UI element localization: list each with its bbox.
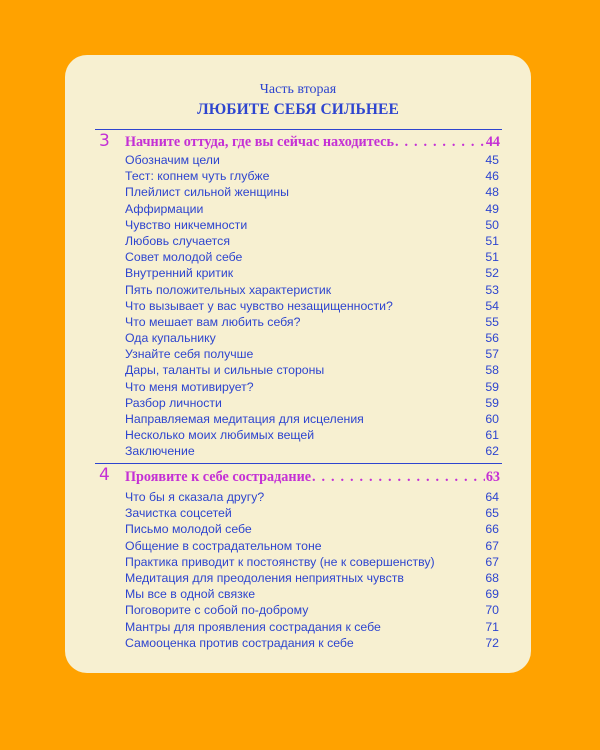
toc-entry-page: 71 (485, 619, 499, 634)
toc-entry-title: Что вызывает у вас чувство незащищенности? (125, 298, 393, 313)
toc-entry-title: Аффирмации (125, 201, 204, 216)
toc-entry-title: Ода купальнику (125, 331, 216, 346)
toc-entry[interactable] (125, 282, 499, 298)
toc-entry[interactable] (125, 201, 499, 217)
toc-entry-title: Практика приводит к постоянству (не к совершенству) (125, 554, 435, 569)
toc-entry-page: 48 (485, 185, 499, 200)
toc-entry[interactable] (125, 265, 499, 281)
toc-entry[interactable] (125, 362, 499, 378)
toc-entry-page: 52 (485, 266, 499, 281)
toc-entry-title: Мы все в одной связке (125, 587, 256, 602)
toc-entry-page: 70 (485, 603, 499, 618)
toc-entry-page: 59 (485, 395, 499, 410)
toc-entry-page: 56 (485, 331, 499, 346)
chapter-title: Проявите к себе сострадание (125, 469, 312, 485)
toc-entry[interactable] (125, 411, 499, 427)
toc-entry[interactable] (125, 427, 499, 443)
toc-entry-title: Внутренний критик (125, 266, 234, 281)
toc-entry[interactable] (125, 619, 499, 635)
toc-entry-title: Дары, таланты и сильные стороны (125, 363, 325, 378)
toc-entry-title: Плейлист сильной женщины (125, 185, 289, 200)
toc-entry[interactable] (125, 346, 499, 362)
chapter-entries-list (125, 152, 499, 460)
chapter-number: 4 (99, 465, 110, 485)
section-divider (95, 129, 502, 130)
part-label: Часть вторая (259, 82, 337, 97)
toc-entry-page: 64 (485, 490, 499, 504)
toc-entry-title: Что меня мотивирует? (125, 379, 254, 394)
toc-entry-page: 62 (485, 444, 499, 459)
toc-entry-title: Совет молодой себе (125, 250, 243, 265)
toc-entry-title: Самооценка против сострадания к себе (125, 635, 354, 650)
toc-entry[interactable] (125, 443, 499, 459)
leader-dots (395, 133, 485, 151)
toc-entry[interactable] (125, 233, 499, 249)
toc-entry[interactable] (125, 379, 499, 395)
chapter-heading[interactable] (125, 133, 500, 151)
toc-entry[interactable] (125, 249, 499, 265)
toc-entry[interactable] (125, 168, 499, 184)
toc-entry-page: 58 (485, 363, 499, 378)
toc-entry[interactable] (125, 395, 499, 411)
toc-entry-title: Медитация для преодоления неприятных чувств (125, 570, 404, 585)
toc-entry-title: Пять положительных характеристик (125, 282, 332, 297)
toc-entry[interactable] (125, 570, 499, 586)
toc-entry-page: 54 (485, 298, 499, 313)
toc-entry[interactable] (125, 314, 499, 330)
toc-entry-title: Разбор личности (125, 395, 222, 410)
toc-entry-title: Общение в сострадательном тоне (125, 538, 322, 553)
toc-entry-page: 72 (485, 635, 499, 650)
toc-entry-page: 67 (485, 538, 499, 553)
toc-entry[interactable] (125, 538, 499, 554)
chapter-entries-list (125, 489, 499, 651)
toc-entry-title: Мантры для проявления сострадания к себе (125, 619, 381, 634)
toc-entry[interactable] (125, 330, 499, 346)
chapter-number: 3 (99, 131, 110, 151)
toc-entry-title: Направляемая медитация для исцеления (125, 412, 364, 426)
chapter-page: 44 (485, 134, 500, 150)
toc-entry-page: 50 (485, 217, 499, 232)
chapter-heading[interactable] (125, 468, 500, 486)
toc-entry-page: 65 (485, 506, 499, 521)
toc-entry-title: Письмо молодой себе (125, 522, 252, 537)
toc-entry-page: 51 (485, 233, 499, 248)
toc-entry-title: Тест: копнем чуть глубже (125, 169, 270, 184)
toc-entry-page: 51 (485, 250, 499, 265)
toc-entry-title: Любовь случается (125, 233, 230, 248)
toc-entry-page: 46 (485, 169, 499, 184)
toc-entry-page: 57 (485, 347, 499, 362)
toc-entry-title: Несколько моих любимых вещей (125, 428, 315, 443)
toc-entry-page: 59 (485, 379, 499, 394)
toc-entry-page: 55 (485, 314, 499, 329)
part-title: ЛЮБИТЕ СЕБЯ СИЛЬНЕЕ (197, 101, 399, 118)
toc-entry[interactable] (125, 635, 499, 651)
toc-entry[interactable] (125, 554, 499, 570)
section-divider (95, 463, 502, 464)
toc-entry-title: Что мешает вам любить себя? (125, 314, 301, 329)
toc-entry-title: Что бы я сказала другу? (125, 490, 265, 504)
toc-entry[interactable] (125, 152, 499, 168)
toc-entry-page: 53 (485, 282, 499, 297)
toc-entry-page: 69 (485, 587, 499, 602)
toc-entry-title: Обозначим цели (125, 153, 220, 167)
toc-entry[interactable] (125, 489, 499, 505)
toc-entry-title: Поговорите с собой по-доброму (125, 603, 309, 618)
chapter-title: Начните оттуда, где вы сейчас находитесь (125, 134, 394, 150)
contents-card (65, 55, 531, 673)
toc-entry[interactable] (125, 586, 499, 602)
toc-entry-page: 49 (485, 201, 499, 216)
toc-entry-page: 66 (485, 522, 499, 537)
toc-entry[interactable] (125, 602, 499, 618)
toc-entry-page: 60 (485, 412, 499, 426)
toc-entry-page: 67 (485, 554, 499, 569)
chapter-page: 63 (485, 469, 500, 485)
toc-entry[interactable] (125, 505, 499, 521)
toc-entry[interactable] (125, 184, 499, 200)
toc-entry[interactable] (125, 298, 499, 314)
toc-entry-title: Узнайте себя получше (125, 347, 254, 362)
toc-entry-page: 45 (485, 153, 499, 167)
leader-dots (312, 468, 485, 486)
toc-entry[interactable] (125, 521, 499, 537)
toc-entry[interactable] (125, 217, 499, 233)
toc-entry-page: 68 (485, 570, 499, 585)
toc-entry-title: Чувство никчемности (125, 217, 248, 232)
toc-entry-page: 61 (485, 428, 499, 443)
toc-entry-title: Заключение (125, 444, 195, 459)
toc-entry-title: Зачистка соцсетей (125, 506, 232, 521)
